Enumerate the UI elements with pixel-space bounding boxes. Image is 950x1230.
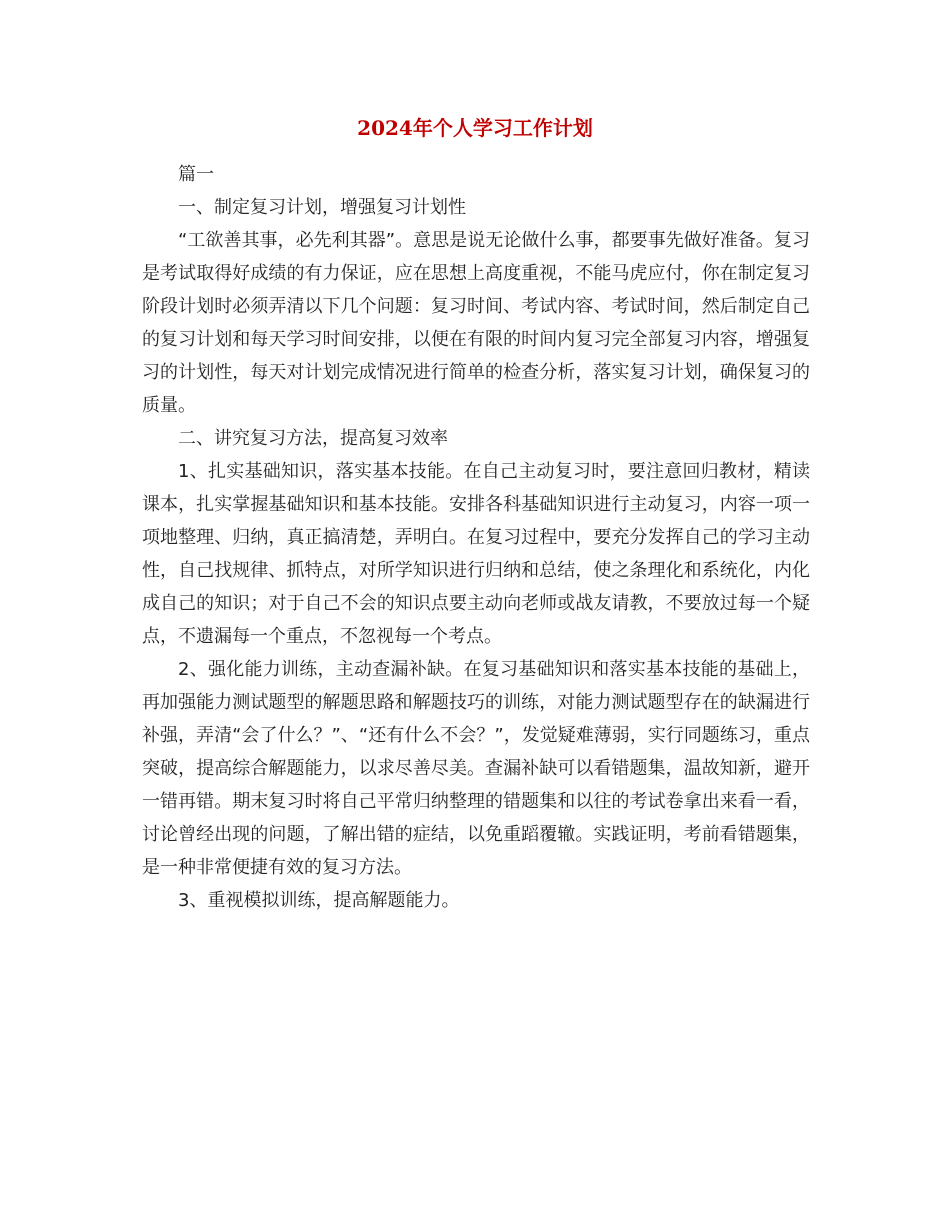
paragraph-planning: “工欲善其事，必先利其器”。意思是说无论做什么事，都要事先做好准备。复习是考试取得好成绩的有力保证，应在思想上高度重视，不能马虎应付，你在制定复习阶段计划时必须弄清以下几个问题：复习时间、考试内容、考试时间，然后制定自己的复习计划和每天学习时间安排，以便在有限的时间内复习完全部复习内容，增强复习的计划性，每天对计划完成情况进行简单的检查分析，落实复习计划，确保复习的质量。	[142, 230, 810, 416]
paragraph-basic-knowledge: 1、扎实基础知识，落实基本技能。在自己主动复习时，要注意回归教材，精读课本，扎实掌握基础知识和基本技能。安排各科基础知识进行主动复习，内容一项一项地整理、归纳，真正搞清楚，弄明白。在复习过程中，要充分发挥自己的学习主动性，自己找规律、抓特点，对所学知识进行归纳和总结，使之条理化和系统化，内化成自己的知识；对于自己不会的知识点要主动向老师或战友请教，不要放过每一个疑点，不遗漏每一个重点，不忽视每一个考点。	[142, 461, 810, 647]
heading-two: 二、讲究复习方法，提高复习效率	[178, 428, 448, 449]
document-body	[142, 158, 810, 917]
paragraph-simulation: 3、重视模拟训练，提高解题能力。	[178, 890, 460, 911]
document-title: 2024年个人学习工作计划	[357, 116, 593, 140]
section-label: 篇一	[178, 164, 214, 185]
paragraph-ability-training: 2、强化能力训练，主动查漏补缺。在复习基础知识和落实基本技能的基础上，再加强能力测试题型的解题思路和解题技巧的训练，对能力测试题型存在的缺漏进行补强，弄清“会了什么？”、“还有什么不会？”，发觉疑难薄弱，实行同题练习，重点突破，提高综合解题能力，以求尽善尽美。查漏补缺可以看错题集，温故知新，避开一错再错。期末复习时将自己平常归纳整理的错题集和以往的考试卷拿出来看一看，讨论曾经出现的问题，了解出错的症结，以免重蹈覆辙。实践证明，考前看错题集，是一种非常便捷有效的复习方法。	[142, 659, 810, 878]
heading-one: 一、制定复习计划，增强复习计划性	[178, 197, 466, 218]
